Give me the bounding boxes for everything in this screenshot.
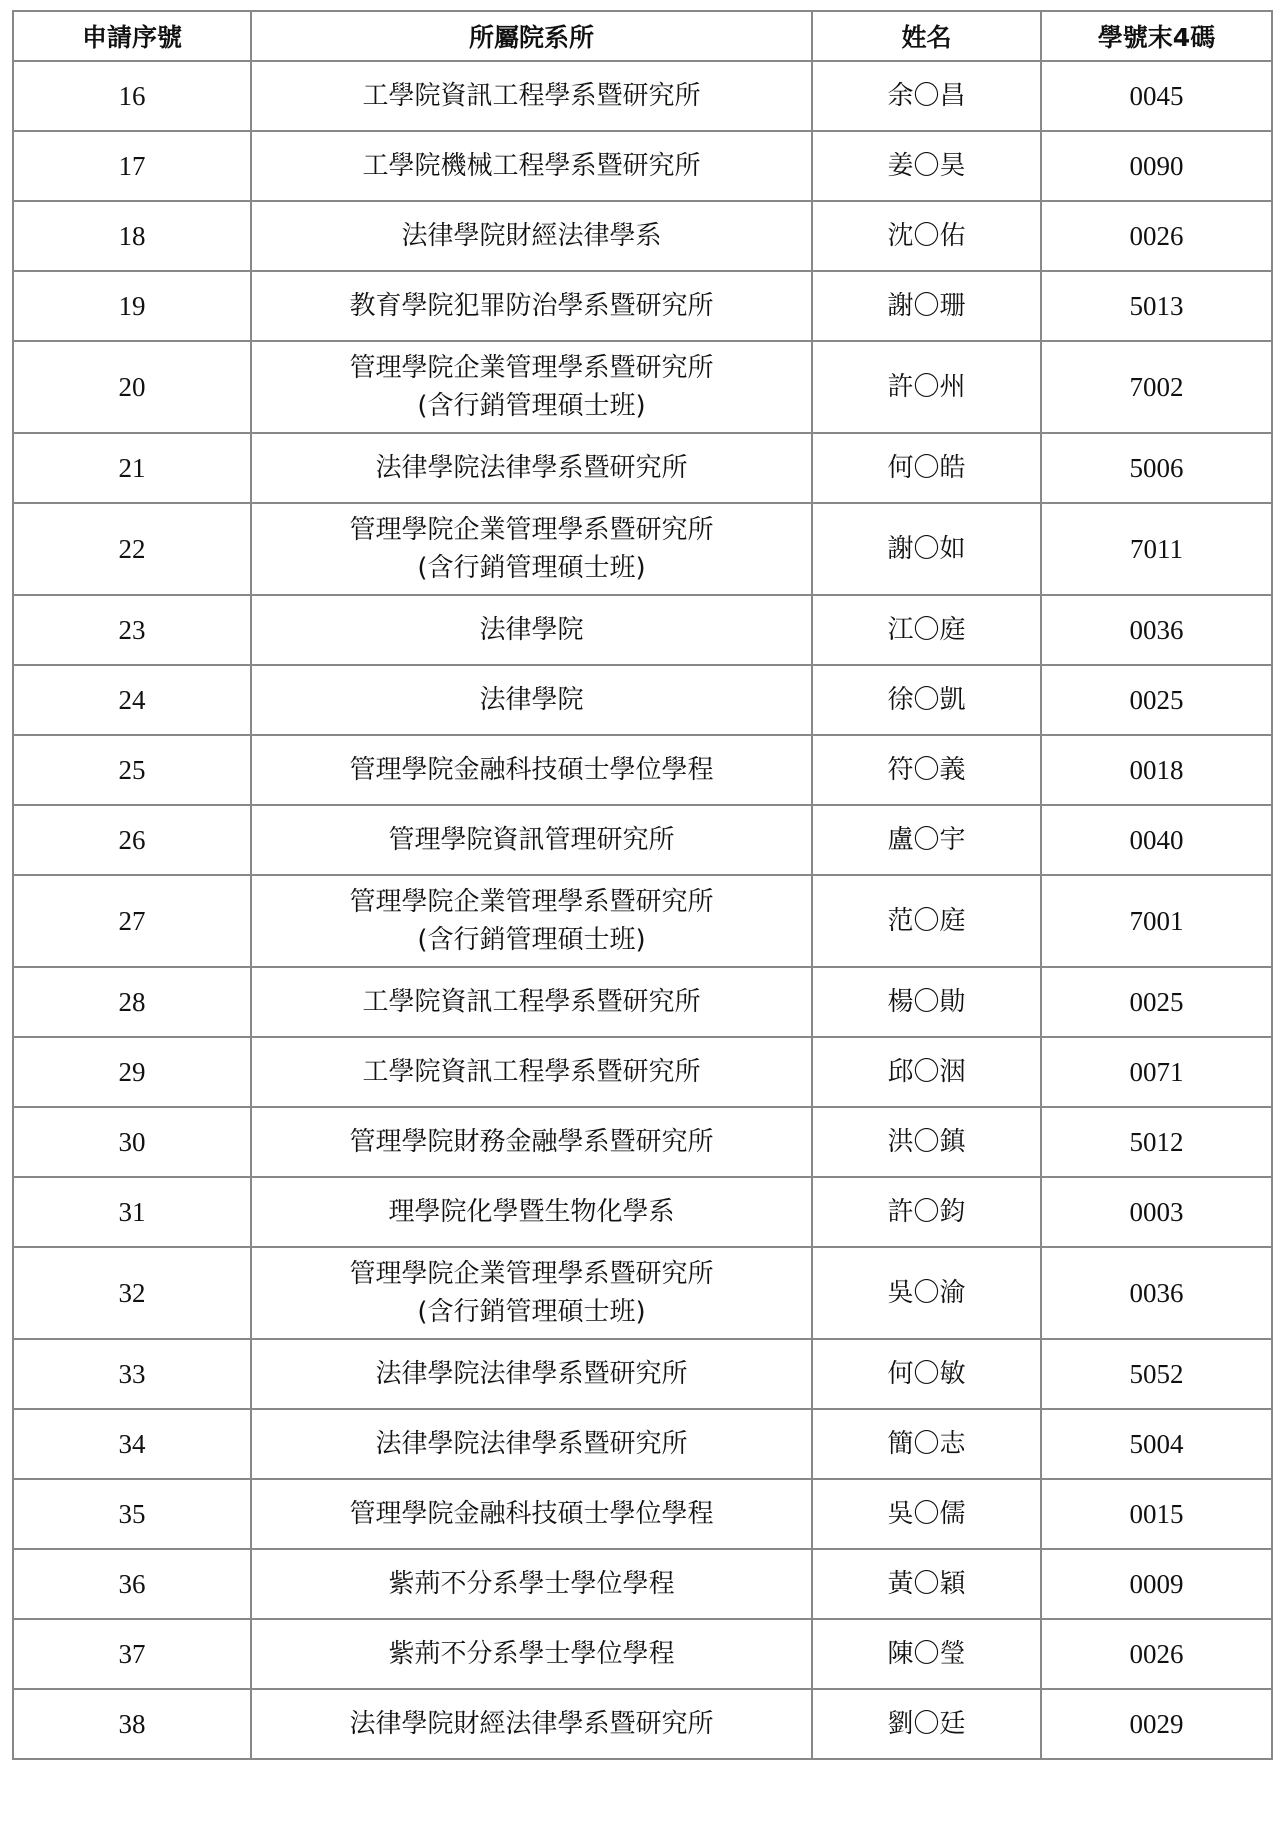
cell-name: 吳〇儒 [812, 1479, 1041, 1549]
department-line: 法律學院財經法律學系 [401, 221, 662, 251]
department-line: (含行銷管理碩士班) [417, 925, 646, 955]
table-row [13, 503, 1272, 595]
cell-application-no: 30 [13, 1107, 251, 1177]
cell-student-id-last4: 0026 [1041, 201, 1272, 271]
department-line: 工學院機械工程學系暨研究所 [362, 151, 701, 181]
cell-name: 邱〇洇 [812, 1037, 1041, 1107]
cell-department [251, 503, 812, 595]
cell-department [251, 1479, 812, 1549]
cell-student-id-last4: 5013 [1041, 271, 1272, 341]
cell-student-id-last4: 0071 [1041, 1037, 1272, 1107]
cell-application-no: 24 [13, 665, 251, 735]
table-header [13, 11, 1272, 61]
cell-department [251, 595, 812, 665]
table-row [13, 201, 1272, 271]
department-line: 紫荊不分系學士學位學程 [388, 1639, 675, 1669]
cell-department [251, 1339, 812, 1409]
header-row [13, 11, 1272, 61]
cell-department [251, 735, 812, 805]
cell-application-no: 18 [13, 201, 251, 271]
cell-application-no: 16 [13, 61, 251, 131]
table-row [13, 1549, 1272, 1619]
table-row [13, 433, 1272, 503]
department-line: 工學院資訊工程學系暨研究所 [362, 1057, 701, 1087]
department-line: 法律學院法律學系暨研究所 [375, 1359, 688, 1389]
cell-application-no: 21 [13, 433, 251, 503]
table-row [13, 805, 1272, 875]
cell-application-no: 23 [13, 595, 251, 665]
cell-name: 吳〇渝 [812, 1247, 1041, 1339]
table-row [13, 875, 1272, 967]
cell-application-no: 17 [13, 131, 251, 201]
cell-student-id-last4: 5004 [1041, 1409, 1272, 1479]
table-row [13, 61, 1272, 131]
cell-department [251, 61, 812, 131]
table-row [13, 341, 1272, 433]
table-row [13, 1479, 1272, 1549]
cell-name: 許〇州 [812, 341, 1041, 433]
table-row [13, 967, 1272, 1037]
table-row [13, 1689, 1272, 1759]
cell-application-no: 35 [13, 1479, 251, 1549]
cell-name: 謝〇如 [812, 503, 1041, 595]
header-application-no: 申請序號 [13, 11, 251, 61]
cell-name: 何〇皓 [812, 433, 1041, 503]
table-row [13, 1339, 1272, 1409]
department-line: 理學院化學暨生物化學系 [388, 1197, 675, 1227]
table-row [13, 1409, 1272, 1479]
table-row [13, 1107, 1272, 1177]
cell-student-id-last4: 0036 [1041, 595, 1272, 665]
cell-application-no: 31 [13, 1177, 251, 1247]
cell-application-no: 33 [13, 1339, 251, 1409]
cell-application-no: 28 [13, 967, 251, 1037]
cell-application-no: 25 [13, 735, 251, 805]
cell-department [251, 1409, 812, 1479]
header-department: 所屬院系所 [251, 11, 812, 61]
department-line: 教育學院犯罪防治學系暨研究所 [349, 291, 714, 321]
cell-application-no: 37 [13, 1619, 251, 1689]
department-line: 法律學院法律學系暨研究所 [375, 453, 688, 483]
applicant-table [12, 10, 1273, 1760]
table-row [13, 595, 1272, 665]
cell-department [251, 1247, 812, 1339]
cell-application-no: 38 [13, 1689, 251, 1759]
cell-name: 符〇義 [812, 735, 1041, 805]
cell-student-id-last4: 0025 [1041, 665, 1272, 735]
cell-application-no: 22 [13, 503, 251, 595]
cell-application-no: 36 [13, 1549, 251, 1619]
cell-department [251, 1549, 812, 1619]
department-line: 管理學院金融科技碩士學位學程 [349, 755, 714, 785]
cell-student-id-last4: 0009 [1041, 1549, 1272, 1619]
cell-name: 簡〇志 [812, 1409, 1041, 1479]
cell-name: 何〇敏 [812, 1339, 1041, 1409]
cell-student-id-last4: 7002 [1041, 341, 1272, 433]
cell-student-id-last4: 0036 [1041, 1247, 1272, 1339]
cell-department [251, 1619, 812, 1689]
department-line: (含行銷管理碩士班) [417, 1297, 646, 1327]
department-line: 法律學院法律學系暨研究所 [375, 1429, 688, 1459]
table-row [13, 1619, 1272, 1689]
department-line: 管理學院企業管理學系暨研究所 [349, 887, 714, 917]
department-line: (含行銷管理碩士班) [417, 553, 646, 583]
cell-application-no: 20 [13, 341, 251, 433]
cell-department [251, 967, 812, 1037]
cell-application-no: 19 [13, 271, 251, 341]
cell-department [251, 1177, 812, 1247]
cell-name: 許〇鈞 [812, 1177, 1041, 1247]
cell-name: 楊〇勛 [812, 967, 1041, 1037]
cell-student-id-last4: 7011 [1041, 503, 1272, 595]
department-line: 工學院資訊工程學系暨研究所 [362, 81, 701, 111]
cell-department [251, 1037, 812, 1107]
cell-name: 劉〇廷 [812, 1689, 1041, 1759]
cell-department [251, 875, 812, 967]
department-line: 管理學院企業管理學系暨研究所 [349, 1259, 714, 1289]
table-row [13, 1177, 1272, 1247]
cell-department [251, 1689, 812, 1759]
cell-application-no: 27 [13, 875, 251, 967]
cell-department [251, 805, 812, 875]
cell-department [251, 341, 812, 433]
cell-student-id-last4: 5006 [1041, 433, 1272, 503]
cell-student-id-last4: 0018 [1041, 735, 1272, 805]
header-student-id-last4: 學號末4碼 [1041, 11, 1272, 61]
department-line: 法律學院 [479, 685, 584, 715]
cell-name: 盧〇宇 [812, 805, 1041, 875]
cell-department [251, 665, 812, 735]
cell-name: 謝〇珊 [812, 271, 1041, 341]
department-line: 工學院資訊工程學系暨研究所 [362, 987, 701, 1017]
table-row [13, 735, 1272, 805]
cell-student-id-last4: 7001 [1041, 875, 1272, 967]
cell-name: 余〇昌 [812, 61, 1041, 131]
header-name: 姓名 [812, 11, 1041, 61]
department-line: 法律學院財經法律學系暨研究所 [349, 1709, 714, 1739]
cell-name: 沈〇佑 [812, 201, 1041, 271]
cell-student-id-last4: 0003 [1041, 1177, 1272, 1247]
cell-department [251, 131, 812, 201]
cell-department [251, 433, 812, 503]
cell-student-id-last4: 0026 [1041, 1619, 1272, 1689]
department-line: 管理學院企業管理學系暨研究所 [349, 515, 714, 545]
cell-name: 姜〇昊 [812, 131, 1041, 201]
department-line: 管理學院資訊管理研究所 [388, 825, 675, 855]
cell-department [251, 271, 812, 341]
cell-application-no: 29 [13, 1037, 251, 1107]
table-row [13, 1037, 1272, 1107]
cell-student-id-last4: 5052 [1041, 1339, 1272, 1409]
table-row [13, 1247, 1272, 1339]
table-row [13, 271, 1272, 341]
department-line: 管理學院金融科技碩士學位學程 [349, 1499, 714, 1529]
department-line: 管理學院企業管理學系暨研究所 [349, 353, 714, 383]
cell-application-no: 26 [13, 805, 251, 875]
department-line: 管理學院財務金融學系暨研究所 [349, 1127, 714, 1157]
cell-student-id-last4: 0090 [1041, 131, 1272, 201]
cell-department [251, 1107, 812, 1177]
department-line: (含行銷管理碩士班) [417, 391, 646, 421]
cell-name: 徐〇凱 [812, 665, 1041, 735]
cell-name: 陳〇瑩 [812, 1619, 1041, 1689]
cell-name: 江〇庭 [812, 595, 1041, 665]
document-page [12, 10, 1273, 1760]
department-line: 紫荊不分系學士學位學程 [388, 1569, 675, 1599]
cell-student-id-last4: 0040 [1041, 805, 1272, 875]
cell-student-id-last4: 5012 [1041, 1107, 1272, 1177]
table-row [13, 665, 1272, 735]
cell-name: 范〇庭 [812, 875, 1041, 967]
cell-student-id-last4: 0015 [1041, 1479, 1272, 1549]
cell-name: 洪〇鎮 [812, 1107, 1041, 1177]
table-body [13, 61, 1272, 1759]
cell-application-no: 32 [13, 1247, 251, 1339]
cell-student-id-last4: 0025 [1041, 967, 1272, 1037]
cell-student-id-last4: 0029 [1041, 1689, 1272, 1759]
cell-application-no: 34 [13, 1409, 251, 1479]
cell-department [251, 201, 812, 271]
table-row [13, 131, 1272, 201]
department-line: 法律學院 [479, 615, 584, 645]
cell-student-id-last4: 0045 [1041, 61, 1272, 131]
cell-name: 黃〇穎 [812, 1549, 1041, 1619]
